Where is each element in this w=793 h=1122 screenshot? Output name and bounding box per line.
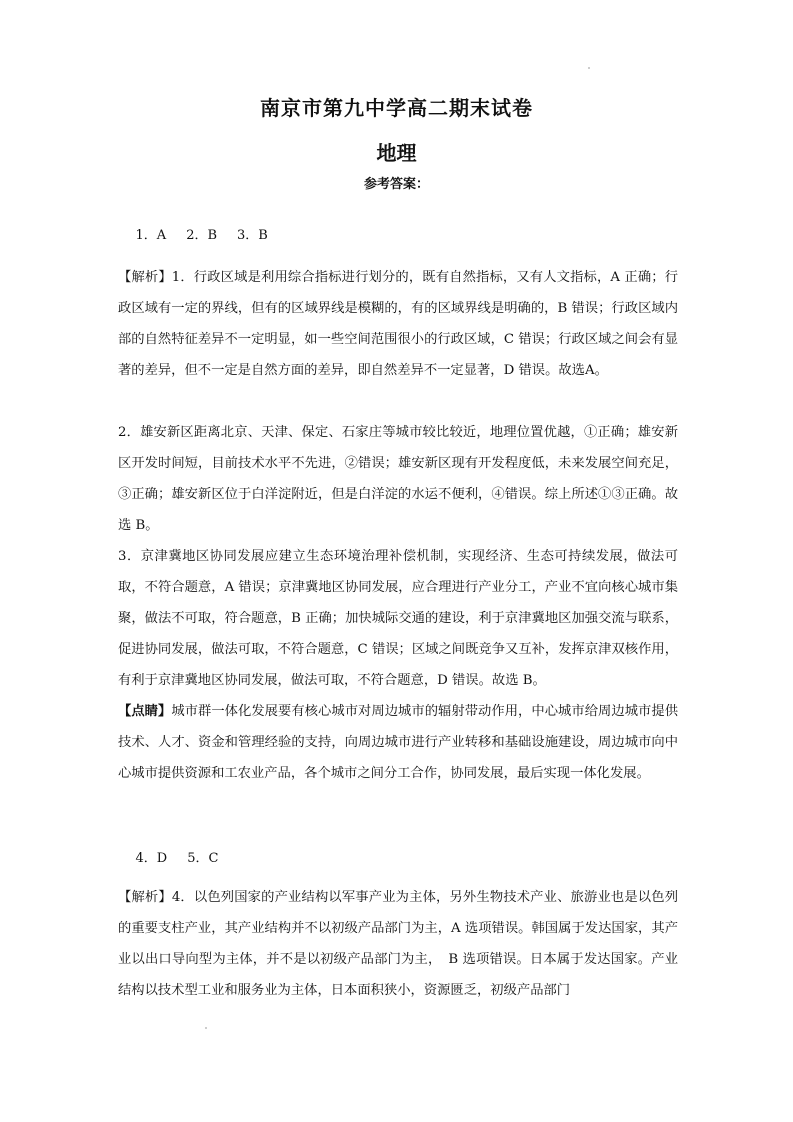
analysis-text: 4．以色列国家的产业结构以军事产业为主体，另外生物技术产业、旅游业也是以色列的重要支柱产业，其产业结构并不以初级产品部门为主，A 选项错误。韩国属于发达国家，其产业以出口导向型为主体，并不是以初级产品部门为主， B 选项错误。日本属于发达国家。产业结构以技术型工业和服务业为主体，日本面积狭小，资源匮乏，初级产品部门 <box>118 890 678 999</box>
scan-speck <box>205 1027 207 1029</box>
analysis-tag: 【解析】 <box>118 890 172 905</box>
answer-item: 5．C <box>187 851 219 866</box>
analysis-paragraph-1 <box>118 262 678 386</box>
analysis-tag: 【解析】 <box>118 270 172 285</box>
highlight-text: 城市群一体化发展要有核心城市对周边城市的辐射带动作用，中心城市给周边城市提供技术、人才、资金和管理经验的支持，向周边城市进行产业转移和基础设施建设，周边城市向中心城市提供资源和工农业产品，各个城市之间分工合作，协同发展，最后实现一体化发展。 <box>118 704 679 782</box>
analysis-paragraph-2 <box>118 417 678 541</box>
analysis-text: 2．雄安新区距离北京、天津、保定、石家庄等城市较比较近，地理位置优越，①正确；雄安新区开发时间短，目前技术水平不先进，②错误；雄安新区现有开发程度低，未来发展空间充足，③正确；雄安新区位于白洋淀附近，但是白洋淀的水运不便利，④错误。综上所述①③正确。故选 B。 <box>118 425 678 534</box>
analysis-text: 1．行政区域是利用综合指标进行划分的，既有自然指标，又有人文指标，A 正确；行政区域有一定的界线，但有的区域界线是模糊的，有的区域界线是明确的，B 错误；行政区域内部的自然特征差异不一定明显，如一些空间范围很小的行政区域，C 错误；行政区域之间会有显著的差异，但不一定是自然方面的差异，即自然差异不一定显著，D 错误。故选A。 <box>118 270 679 379</box>
answer-item: 2．B <box>186 228 218 243</box>
scan-speck <box>588 67 590 69</box>
page-title: 南京市第九中学高二期末试卷 <box>260 96 533 120</box>
highlight-tag: 【点睛】 <box>118 704 172 719</box>
answers-label: 参考答案： <box>363 177 429 192</box>
answer-row-1 <box>119 206 288 266</box>
answer-row-2 <box>119 829 238 889</box>
answer-item: 1．A <box>135 228 167 243</box>
subject-title: 地理 <box>376 141 417 165</box>
analysis-text: 3．京津冀地区协同发展应建立生态环境治理补偿机制，实现经济、生态可持续发展，做法可取，不符合题意，A 错误；京津冀地区协同发展，应合理进行产业分工，产业不宜向核心城市集聚，做法不可取，符合题意，B 正确；加快城际交通的建设，利于京津冀地区加强交流与联系，促进协同发展，做法可取，不符合题意，C 错误；区域之间既竞争又互补，发挥京津双核作用，有利于京津冀地区协同发展，做法可取，不符合题意，D 错误。故选 B。 <box>118 549 678 689</box>
highlight-paragraph <box>118 696 678 789</box>
analysis-paragraph-4 <box>118 882 678 1006</box>
answer-item: 4．D <box>135 851 168 866</box>
answer-item: 3．B <box>237 228 268 243</box>
analysis-paragraph-3 <box>118 541 678 696</box>
